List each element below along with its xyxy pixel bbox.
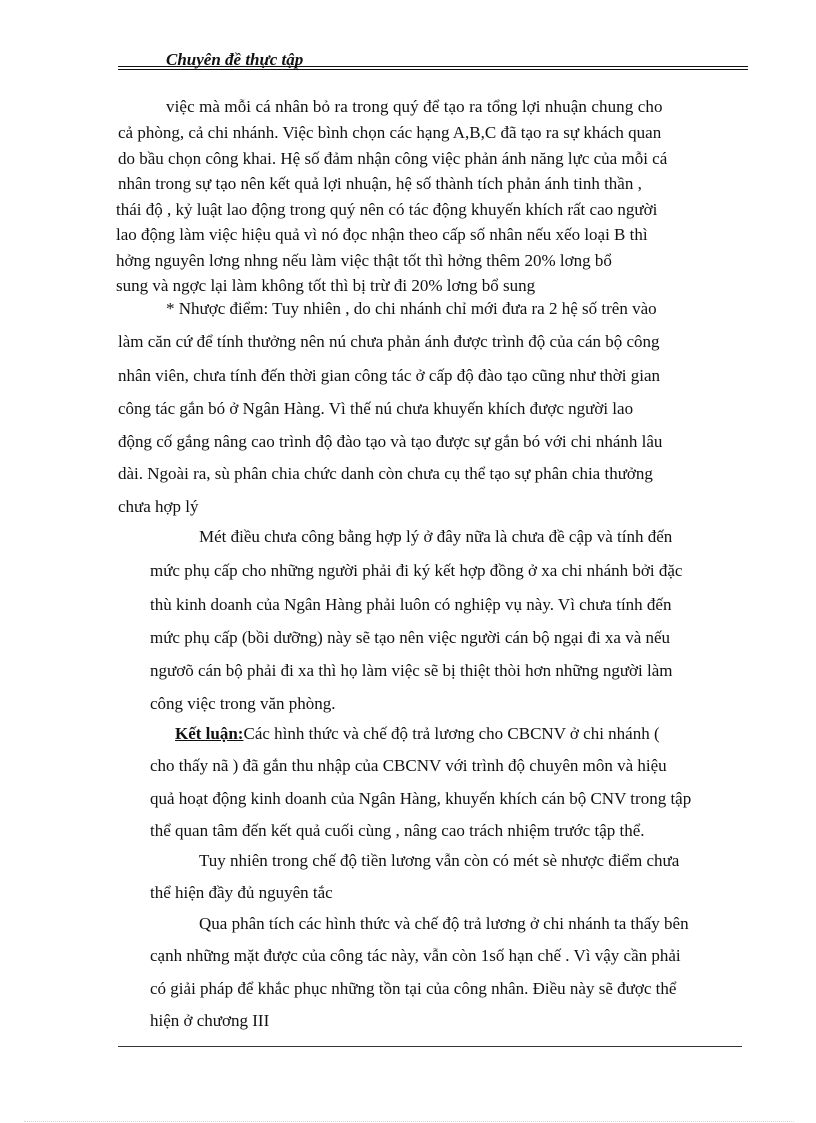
text-line: mức phụ cấp (bồi dưỡng) này sẽ tạo nên việc người cán bộ ngại đi xa và nếu [150, 628, 671, 647]
text-line: dài. Ngoài ra, sù phân chia chức danh còn chưa cụ thể tạo sự phân chia thưởng [118, 464, 653, 483]
header-rule-top [118, 66, 748, 67]
text-line: có giải pháp để khắc phục những tồn tại của công nhân. Điều này sẽ được thể [150, 979, 677, 998]
text-line: hởng nguyên lơng nhng nếu làm việc thật tốt thì hởng thêm 20% lơng bổ [116, 251, 612, 270]
text-line: Qua phân tích các hình thức và chế độ trả lương ở chi nhánh ta thấy bên [199, 914, 689, 933]
text-line: thể quan tâm đến kết quả cuối cùng , nâng cao trách nhiệm trước tập thể. [150, 821, 645, 840]
footer-rule [118, 1046, 742, 1047]
conclusion-text: Các hình thức và chế độ trả lương cho CBCNV ở chi nhánh ( [243, 724, 660, 743]
text-line: do bầu chọn công khai. Hệ số đảm nhận công việc phản ánh năng lực của mỗi cá [118, 149, 668, 168]
text-line: làm căn cứ để tính thưởng nên nú chưa phản ánh được trình độ của cán bộ công [118, 332, 660, 351]
text-line: chưa hợp lý [118, 497, 199, 516]
text-line: việc mà mỗi cá nhân bỏ ra trong quý để tạo ra tổng lợi nhuận chung cho [166, 97, 663, 116]
page-edge [24, 1121, 794, 1122]
header-title: Chuyên đề thực tập [166, 50, 304, 69]
text-line: cạnh những mặt được của công tác này, vẫn còn 1số hạn chế . Vì vậy cần phải [150, 946, 681, 965]
text-line: cho thấy nã ) đã gắn thu nhập của CBCNV với trình độ chuyên môn và hiệu [150, 756, 667, 775]
text-line: công tác gắn bó ở Ngân Hàng. Vì thế nú chưa khuyến khích được người lao [118, 399, 634, 418]
conclusion-label: Kết luận: [175, 724, 244, 743]
text-line: hiện ở chương III [150, 1011, 270, 1030]
text-line: nhân viên, chưa tính đến thời gian công tác ở cấp độ đào tạo cũng như thời gian [118, 366, 661, 385]
text-line: công việc trong văn phòng. [150, 694, 336, 713]
text-line: Mét điều chưa công bằng hợp lý ở đây nữa là chưa đề cập và tính đến [199, 527, 673, 546]
text-line: thái độ , kỷ luật lao động trong quý nên có tác động khuyến khích rất cao người [116, 200, 658, 219]
text-line: nhân trong sự tạo nên kết quả lợi nhuận, hệ số thành tích phản ánh tinh thần , [118, 174, 642, 193]
header-rule-bottom [118, 69, 748, 70]
text-line: thù kinh doanh của Ngân Hàng phải luôn có nghiệp vụ này. Vì chưa tính đến [150, 595, 672, 614]
text-line: mức phụ cấp cho những người phải đi ký kết hợp đồng ở xa chi nhánh bởi đặc [150, 561, 683, 580]
text-line: thể hiện đầy đủ nguyên tắc [150, 883, 333, 902]
text-line: Tuy nhiên trong chế độ tiền lương vẫn còn có mét sè nhược điểm chưa [199, 851, 680, 870]
text-line: ngươõ cán bộ phải đi xa thì họ làm việc sẽ bị thiệt thòi hơn những người làm [150, 661, 673, 680]
conclusion-line [175, 724, 660, 744]
text-line: động cố gắng nâng cao trình độ đào tạo và tạo được sự gắn bó với chi nhánh lâu [118, 432, 663, 451]
text-line: lao động làm việc hiệu quả vì nó đọc nhận theo cấp số nhân nếu xếo loại B thì [116, 225, 648, 244]
text-line: sung và ngợc lại làm không tốt thì bị trừ đi 20% lơng bổ sung [116, 276, 536, 295]
text-line: cả phòng, cả chi nhánh. Việc bình chọn các hạng A,B,C đã tạo ra sự khách quan [118, 123, 662, 142]
text-line: * Nhược điểm: Tuy nhiên , do chi nhánh chỉ mới đưa ra 2 hệ số trên vào [166, 299, 657, 318]
text-line: quả hoạt động kinh doanh của Ngân Hàng, khuyến khích cán bộ CNV trong tập [150, 789, 692, 808]
